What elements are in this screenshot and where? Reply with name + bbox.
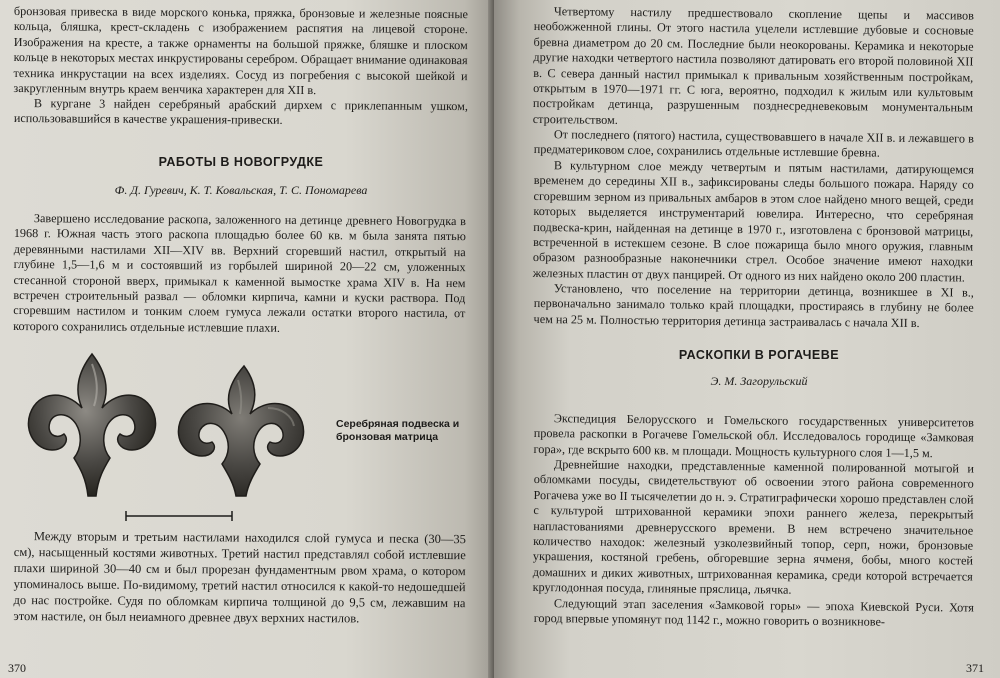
novogrudok-paragraph-1: Завершено исследование раскопа, заложенного на детинце древнего Новогрудка в 1968 г. Южная часть этого раскопа площадью более 60 кв. м была занята пятью деревянными настилами XII—XIV вв. Верхний сгоревший настил, открытый на глубине 1,5—1,6 м и состоявший из горбылей шириной 20—22 см, уложенных стесанной стороной вверх, примыкал к каменной вымостке храма XIV в. На нем встречен строительный развал — обломки кирпича, камни и куски раствора. Под сгоревшим настилом и тонким слоем гумуса лежали остатки второго настила, от которого сохранились отдельные истлевшие плахи. bbox=[13, 210, 466, 335]
silver-pendant-image bbox=[22, 350, 162, 500]
author-rogachev: Э. М. Загорульский bbox=[710, 373, 808, 388]
novogrudok-paragraph-3: Четвертому настилу предшествовало скопление щепы и массивов необожженной глины. От этого настила уцелели истлевшие дубовые и сосновые бревна диаметром до 20 см. Последние были неокорованы. Керамика и некоторые другие находки четвертого настила позволяют датировать его второй половиной XII в. С севера данный настил примыкал к привальным хозяйственным постройкам, открытым в 1970—1971 гг. С юга, вероятно, подходил к жилым или культовым постройкам детинца, разрушенным позднесредневековым монументальным строительством. bbox=[532, 4, 974, 127]
page-number-right: 371 bbox=[966, 661, 984, 675]
intro-paragraph: бронзовая привеска в виде морского конька, пряжка, бронзовые и железные поясные кольца, бляшка, крест-складень с изображением распятия на лицевой стороне. Изображения на кресте, а также орнаменты на большой пряжке, бляшке и плоском кольце в некоторых местах инкрустированы серебром. Обращает внимание одинаковая техника инкрустации на всех изделиях. Сосуд из погребения с высокой шейкой и закругленным внутрь краем венчика характерен для XII в. bbox=[13, 4, 468, 98]
left-page-text bbox=[14, 4, 468, 127]
right-page-body bbox=[534, 411, 984, 627]
bronze-matrix-image bbox=[172, 360, 312, 500]
right-page-text bbox=[532, 4, 984, 331]
left-page bbox=[0, 0, 494, 678]
section-title-novogrudok: РАБОТЫ В НОВОГРУДКЕ bbox=[158, 155, 324, 170]
dirham-paragraph: В кургане 3 найден серебряный арабский дирхем с приклепанным ушком, использовавшийся в качестве украшения-привески. bbox=[13, 96, 468, 128]
novogrudok-paragraph-4: От последнего (пятого) настила, существовавшего в начале XII в. и лежавшего в предматериковом слое, сохранились отдельные истлевшие бревна. bbox=[533, 127, 974, 161]
rogachev-paragraph-2: Древнейшие находки, представленные каменной полированной мотыгой и обломками посуды, свидетельствуют об освоении этого района современного Рогачева уже во II тысячелетии до н. э. Стратиграфически хорошо представлен слой с культурой штрихованной керамики эпохи раннего железа, перекрытый напластованиями древнерусского времени. В нем встречено значительное количество находок: железный узколезвийный топор, серп, ножи, бронзовые украшения, костяной гребень, обгоревшие зерна ячменя, бобы, много костей домашних и диких животных, штрихованная керамика, среди которой встречается круглодонная посуда, глиняные пряслица, льячка. bbox=[532, 457, 974, 598]
figure-pendant-matrix bbox=[14, 350, 468, 528]
page-number-left: 370 bbox=[8, 661, 26, 675]
rogachev-paragraph-1: Экспедиция Белорусского и Гомельского государственных университетов провела раскопки в Рогачеве Гомельской обл. Исследовалось городище «Замковая гора», где вскрыто 600 кв. м площади. Мощность культурного слоя 1—1,5 м. bbox=[533, 411, 974, 460]
section-title-rogachev: РАСКОПКИ В РОГАЧЕВЕ bbox=[678, 347, 840, 362]
novogrudok-paragraph-6: Установлено, что поселение на территории детинца, возникшее в XI в., первоначально занимало только край площадки, простираясь в глубину не более чем на 25 м. Полностью территория детинца застраивалась с начала XII в. bbox=[533, 281, 974, 331]
left-page-lower bbox=[14, 528, 468, 624]
authors-novogrudok: Ф. Д. Гуревич, К. Т. Ковальская, Т. С. Пономарева bbox=[114, 183, 368, 198]
scale-bar bbox=[124, 510, 234, 522]
left-page-body bbox=[14, 211, 468, 334]
figure-caption: Серебряная подвеска и бронзовая матрица bbox=[336, 417, 460, 443]
novogrudok-paragraph-2: Между вторым и третьим настилами находился слой гумуса и песка (30—35 см), насыщенный костями животных. Третий настил представлял собой истлевшие плахи шириной 30—40 см и был прорезан фундаментным рвом храма, о котором упоминалось выше. По-видимому, третий настил относился к какой-то недошедшей до нас постройке. Судя по обломкам кирпича толщиной до 9,5 см, лежавшим на этом настиле, он был неиамного древнее двух верхних настилов. bbox=[13, 529, 466, 626]
right-page bbox=[494, 0, 1000, 678]
rogachev-paragraph-3: Следующий этап заселения «Замковой горы» — эпоха Киевской Руси. Хотя город впервые упомянут под 1142 г., можно говорить о возникнове- bbox=[533, 596, 974, 629]
novogrudok-paragraph-5: В культурном слое между четвертым и пятым настилами, датирующемся временем до середины XII в., зафиксированы следы большого пожара. Наряду со сгоревшим зерном из привальных амбаров в этом слое найдено много вещей, среди которых выделяется инструментарий ювелира. Интересно, что серебряная подвеска-крин, найденная на детинце в 1970 г., изготовлена с бронзовой матрицы, встреченной в истекшем сезоне. В слое пожарища было много оружия, главным образом разнообразные наконечники стрел. Особое значение имеют находки железных пластин от двух панцирей. От одного из них найдено около 200 пластин. bbox=[532, 158, 974, 285]
